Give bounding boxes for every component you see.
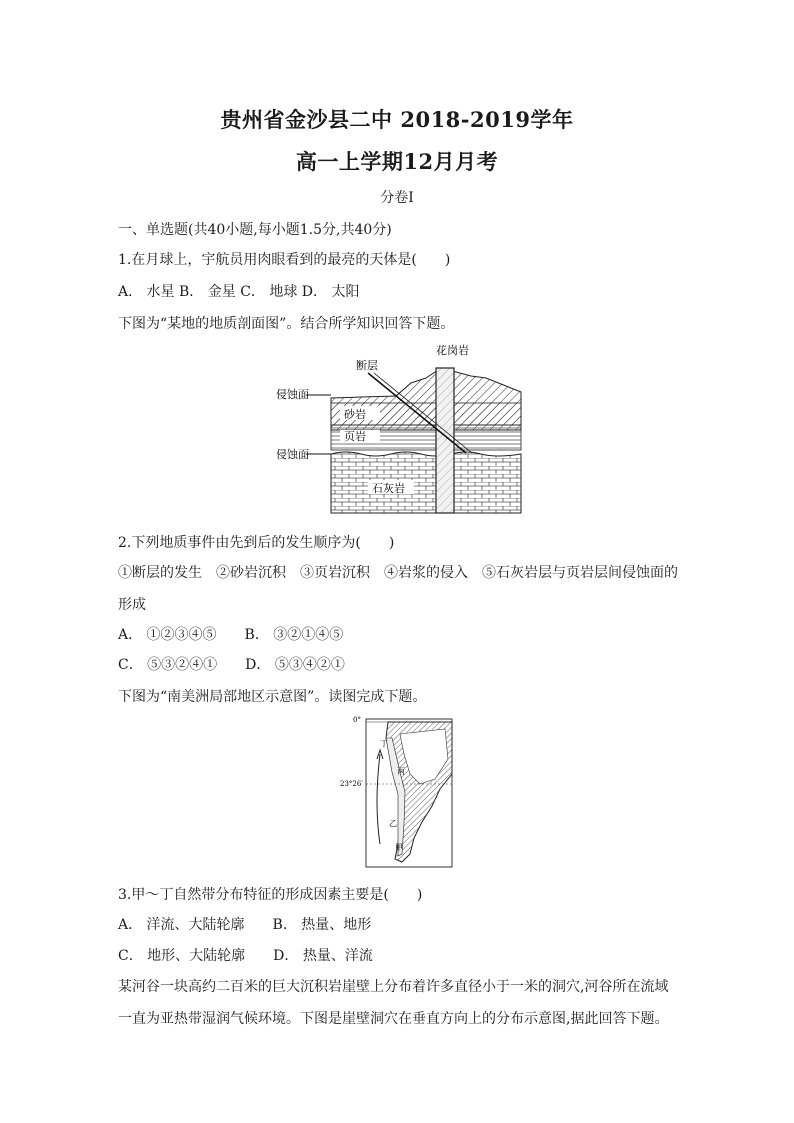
figure-2-intro: 下图为“南美洲局部地区示意图”。读图完成下题。 <box>118 689 427 705</box>
document-title-line1: 贵州省金沙县二中 2018-2019学年 <box>220 107 574 132</box>
label-fault: 断层 <box>356 359 378 372</box>
question-2-events-line1: ①断层的发生 ②砂岩沉积 ③页岩沉积 ④岩浆的侵入 ⑤石灰岩层与页岩层间侵蚀面的 <box>118 565 678 581</box>
label-erosion-top: 侵蚀面 <box>276 388 309 401</box>
label-erosion-bottom: 侵蚀面 <box>276 448 309 461</box>
label-granite: 花岗岩 <box>436 344 469 357</box>
label-yi: 乙 <box>389 819 397 828</box>
question-3-options-row2: C． 地形、大陆轮廓 D． 热量、洋流 <box>118 948 373 964</box>
label-limestone: 石灰岩 <box>372 482 405 495</box>
figure-1-intro: 下图为“某地的地质剖面图”。结合所学知识回答下题。 <box>118 316 455 332</box>
question-2-events-line2: 形成 <box>118 597 146 613</box>
south-america-map-figure <box>340 714 460 870</box>
question-1-stem: 1.在月球上，宇航员用肉眼看到的最亮的天体是( ) <box>118 252 451 268</box>
label-shale: 页岩 <box>344 430 366 443</box>
question-2-stem: 2.下列地质事件由先到后的发生顺序为( ) <box>118 535 395 551</box>
south-america-map-svg <box>340 714 460 870</box>
label-ding: 丁 <box>380 739 388 748</box>
question-2-options-row1: A． ①②③④⑤ B． ③②①④⑤ <box>118 627 344 643</box>
label-tropic: 23°26′ <box>340 780 363 788</box>
section-heading: 一、单选题(共40小题,每小题1.5分,共40分) <box>118 222 392 238</box>
passage-line2: 一直为亚热带湿润气候环境。下图是崖壁洞穴在垂直方向上的分布示意图,据此回答下题。 <box>118 1011 669 1027</box>
label-equator: 0° <box>353 716 361 724</box>
geologic-section-figure <box>276 338 528 518</box>
label-bing: 丙 <box>397 767 405 776</box>
label-jia: 甲 <box>395 843 403 852</box>
question-3-stem: 3.甲～丁自然带分布特征的形成因素主要是( ) <box>118 887 423 903</box>
passage-line1: 某河谷一块高约二百米的巨大沉积岩崖壁上分布着许多直径小于一米的洞穴,河谷所在流域 <box>118 979 669 995</box>
question-1-options: A． 水星 B． 金星 C． 地球 D． 太阳 <box>118 284 360 300</box>
document-title-line2: 高一上学期12月月考 <box>295 149 499 174</box>
geologic-section-svg <box>276 338 528 518</box>
label-sandstone: 砂岩 <box>344 408 366 421</box>
volume-label: 分卷I <box>380 190 414 206</box>
question-3-options-row1: A． 洋流、大陆轮廓 B． 热量、地形 <box>118 917 372 933</box>
question-2-options-row2: C． ⑤③②④① D． ⑤③④②① <box>118 657 345 673</box>
